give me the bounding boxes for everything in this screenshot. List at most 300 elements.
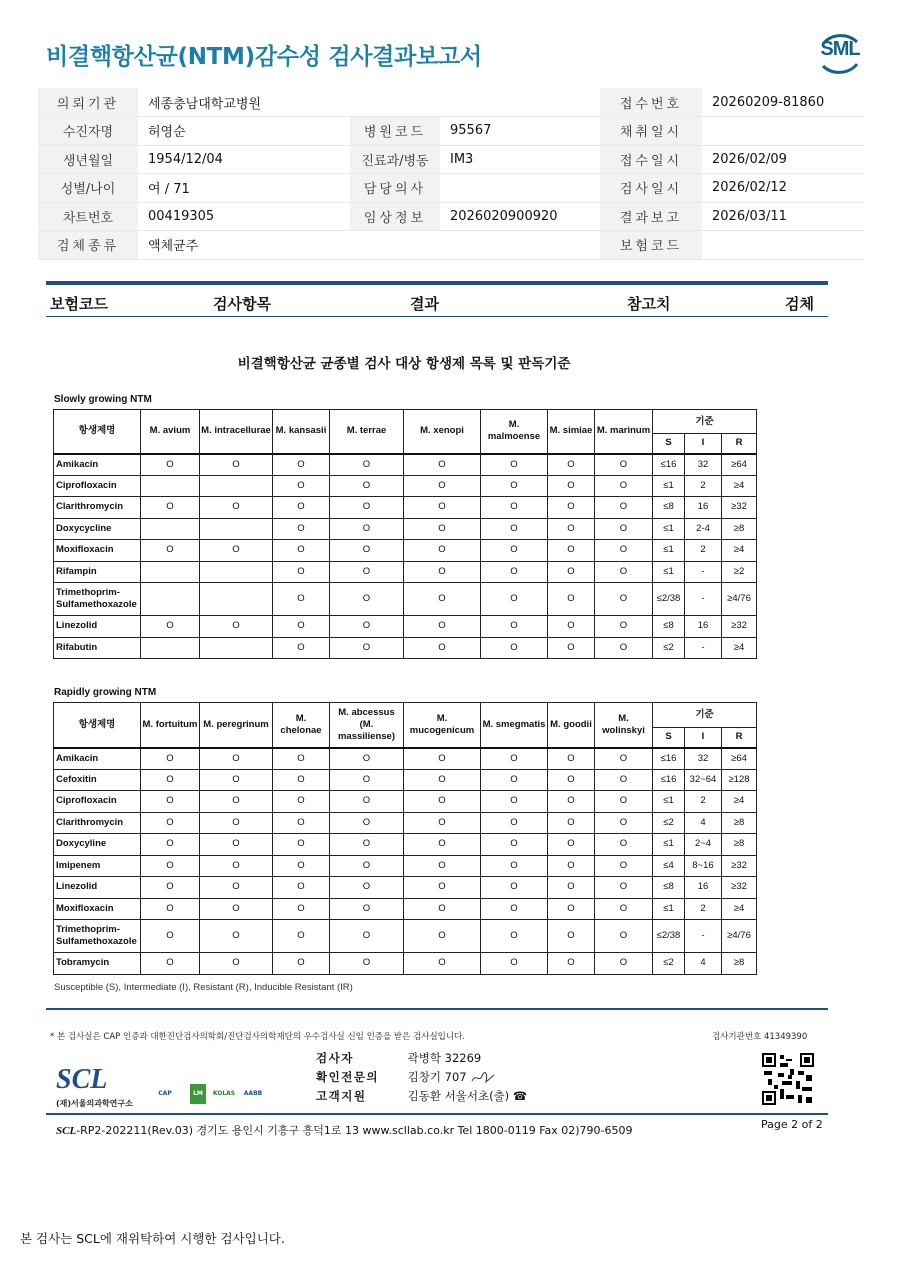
staff-role: 고객지원 xyxy=(316,1089,367,1103)
info-row xyxy=(38,174,864,203)
criteria-r: ≥8 xyxy=(722,812,757,834)
drug-name: Linezolid xyxy=(54,616,141,638)
applicable-mark: O xyxy=(404,583,481,616)
label-patient-name: 수진자명 xyxy=(38,117,138,146)
criteria-r: ≥2 xyxy=(722,561,757,583)
applicable-mark: O xyxy=(273,748,330,770)
applicable-mark: O xyxy=(141,877,200,899)
applicable-mark: O xyxy=(548,791,595,813)
label-insurance-code: 보험코드 xyxy=(600,231,702,260)
applicable-mark: O xyxy=(548,834,595,856)
drug-header: 항생제명 xyxy=(54,410,141,454)
organism-header: M. avium xyxy=(141,410,200,454)
header-test-item: 검사항목 xyxy=(213,295,271,313)
label-clinical-info: 임상정보 xyxy=(350,202,440,231)
drug-name: Amikacin xyxy=(54,454,141,476)
slow-ntm-table xyxy=(53,409,757,659)
applicable-mark: O xyxy=(481,561,548,583)
applicable-mark: O xyxy=(481,518,548,540)
criteria-r: ≥4 xyxy=(722,540,757,562)
applicable-mark: O xyxy=(200,791,273,813)
applicable-mark: O xyxy=(200,834,273,856)
applicable-mark: O xyxy=(330,855,404,877)
header-reference: 참고치 xyxy=(627,295,671,313)
result-header-bar xyxy=(46,281,828,285)
page-number: Page 2 of 2 xyxy=(761,1118,823,1131)
signature-icon xyxy=(470,1071,496,1085)
applicable-mark: O xyxy=(481,583,548,616)
drug-name: Cefoxitin xyxy=(54,769,141,791)
organism-header: M. malmoense xyxy=(481,410,548,454)
applicable-mark: O xyxy=(481,616,548,638)
certification-note: * 본 검사실은 CAP 인증과 대한진단검사의학회/진단검사의학재단의 우수검사실 신임 인증을 받은 검사실입니다. xyxy=(50,1032,465,1042)
applicable-mark: O xyxy=(404,475,481,497)
applicable-mark: O xyxy=(595,540,653,562)
applicable-mark: O xyxy=(404,769,481,791)
applicable-mark: O xyxy=(548,497,595,519)
criteria-r: ≥128 xyxy=(722,769,757,791)
applicable-mark: O xyxy=(273,834,330,856)
criteria-s: ≤2 xyxy=(653,953,685,975)
table-row xyxy=(54,769,757,791)
applicable-mark xyxy=(200,518,273,540)
organism-header: M. mucogenicum xyxy=(404,703,481,748)
applicable-mark: O xyxy=(404,812,481,834)
criteria-r: ≥32 xyxy=(722,877,757,899)
applicable-mark: O xyxy=(595,637,653,659)
criteria-r: ≥32 xyxy=(722,497,757,519)
applicable-mark: O xyxy=(330,748,404,770)
criteria-s: ≤16 xyxy=(653,748,685,770)
applicable-mark: O xyxy=(595,898,653,920)
criteria-s: ≤8 xyxy=(653,616,685,638)
table-row xyxy=(54,540,757,562)
applicable-mark: O xyxy=(273,812,330,834)
sml-logo-text: SML xyxy=(820,38,860,60)
lm-badge-icon: LM xyxy=(190,1084,206,1104)
info-row xyxy=(38,202,864,231)
staff-value: 김창기 707 xyxy=(407,1070,467,1084)
applicable-mark: O xyxy=(548,953,595,975)
criteria-i: 16 xyxy=(685,616,722,638)
value-test-date: 2026/02/12 xyxy=(702,174,864,203)
applicable-mark: O xyxy=(595,791,653,813)
applicable-mark: O xyxy=(595,920,653,953)
outsourcing-note: 본 검사는 SCL에 재위탁하여 시행한 검사입니다. xyxy=(20,1231,285,1246)
organism-header: M. goodii xyxy=(548,703,595,748)
applicable-mark: O xyxy=(595,583,653,616)
applicable-mark: O xyxy=(595,561,653,583)
drug-name: Rifabutin xyxy=(54,637,141,659)
applicable-mark: O xyxy=(273,920,330,953)
header-row xyxy=(54,703,757,728)
applicable-mark: O xyxy=(481,812,548,834)
criteria-i: 16 xyxy=(685,497,722,519)
organism-header: M. peregrinum xyxy=(200,703,273,748)
applicable-mark: O xyxy=(141,454,200,476)
applicable-mark: O xyxy=(273,616,330,638)
applicable-mark: O xyxy=(481,791,548,813)
criteria-r: ≥4 xyxy=(722,637,757,659)
table-row xyxy=(54,616,757,638)
applicable-mark: O xyxy=(481,475,548,497)
value-dob: 1954/12/04 xyxy=(138,145,350,174)
drug-name: Clarithromycin xyxy=(54,497,141,519)
table-row xyxy=(54,518,757,540)
table-row xyxy=(54,791,757,813)
drug-name: Doxycycline xyxy=(54,518,141,540)
criteria-i: - xyxy=(685,920,722,953)
scl-institute-name: (재)서울의과학연구소 xyxy=(56,1099,133,1108)
applicable-mark: O xyxy=(273,791,330,813)
applicable-mark: O xyxy=(330,540,404,562)
value-patient-name: 허영순 xyxy=(138,117,350,146)
aabb-badge-icon: AABB xyxy=(243,1090,263,1097)
applicable-mark: O xyxy=(404,834,481,856)
applicable-mark: O xyxy=(404,953,481,975)
applicable-mark: O xyxy=(481,769,548,791)
criteria-s: ≤1 xyxy=(653,834,685,856)
applicable-mark: O xyxy=(481,953,548,975)
criteria-i: 2 xyxy=(685,475,722,497)
applicable-mark: O xyxy=(141,497,200,519)
organism-header: M. terrae xyxy=(330,410,404,454)
staff-block xyxy=(316,1050,527,1107)
applicable-mark: O xyxy=(141,920,200,953)
criteria-r: ≥4/76 xyxy=(722,920,757,953)
applicable-mark: O xyxy=(404,616,481,638)
criteria-s: ≤1 xyxy=(653,540,685,562)
criteria-i: - xyxy=(685,583,722,616)
applicable-mark: O xyxy=(200,769,273,791)
applicable-mark: O xyxy=(404,855,481,877)
applicable-mark: O xyxy=(548,518,595,540)
value-doctor xyxy=(440,174,600,203)
staff-row xyxy=(316,1050,527,1069)
applicable-mark: O xyxy=(141,791,200,813)
applicable-mark: O xyxy=(548,898,595,920)
applicable-mark: O xyxy=(595,855,653,877)
criteria-i: 32~64 xyxy=(685,769,722,791)
drug-name: Trimethoprim-Sulfamethoxazole xyxy=(54,583,141,616)
applicable-mark: O xyxy=(141,855,200,877)
result-header-line xyxy=(46,316,828,317)
label-dob: 생년월일 xyxy=(38,145,138,174)
applicable-mark: O xyxy=(200,748,273,770)
rapid-ntm-table xyxy=(53,702,757,975)
applicable-mark: O xyxy=(330,812,404,834)
criteria-r: ≥8 xyxy=(722,953,757,975)
applicable-mark: O xyxy=(481,834,548,856)
form-address: -RP2-202211(Rev.03) 경기도 용인시 기흥구 흥덕1로 13 www.scllab.co.kr Tel 1800-0119 Fax 02)790-6509 xyxy=(76,1124,633,1137)
applicable-mark: O xyxy=(481,855,548,877)
label-doctor: 담당의사 xyxy=(350,174,440,203)
applicable-mark xyxy=(141,518,200,540)
criteria-i: 32 xyxy=(685,748,722,770)
applicable-mark: O xyxy=(273,454,330,476)
criteria-r: ≥32 xyxy=(722,616,757,638)
staff-row xyxy=(316,1088,527,1107)
registration-number: 검사기관번호 41349390 xyxy=(712,1032,808,1042)
applicable-mark: O xyxy=(548,561,595,583)
applicable-mark: O xyxy=(481,497,548,519)
applicable-mark: O xyxy=(595,518,653,540)
table-row xyxy=(54,475,757,497)
organism-header: M. xenopi xyxy=(404,410,481,454)
applicable-mark xyxy=(141,583,200,616)
criteria-s: ≤2 xyxy=(653,637,685,659)
applicable-mark: O xyxy=(548,920,595,953)
criteria-s: ≤8 xyxy=(653,497,685,519)
criteria-i: 2-4 xyxy=(685,518,722,540)
applicable-mark: O xyxy=(141,898,200,920)
applicable-mark: O xyxy=(200,855,273,877)
info-row xyxy=(38,231,864,260)
applicable-mark: O xyxy=(273,898,330,920)
info-row xyxy=(38,145,864,174)
criteria-s: ≤2 xyxy=(653,812,685,834)
applicable-mark: O xyxy=(481,540,548,562)
applicable-mark: O xyxy=(548,475,595,497)
applicable-mark: O xyxy=(200,898,273,920)
applicable-mark: O xyxy=(273,637,330,659)
table-row xyxy=(54,561,757,583)
criteria-s: ≤1 xyxy=(653,518,685,540)
sir-header: R xyxy=(722,434,757,454)
criteria-r: ≥64 xyxy=(722,454,757,476)
applicable-mark: O xyxy=(273,540,330,562)
applicable-mark: O xyxy=(481,898,548,920)
criteria-header: 기준 xyxy=(653,410,757,434)
drug-name: Linezolid xyxy=(54,877,141,899)
label-receipt-no: 접수번호 xyxy=(600,88,702,117)
drug-name: Rifampin xyxy=(54,561,141,583)
sir-header: S xyxy=(653,434,685,454)
applicable-mark: O xyxy=(200,812,273,834)
label-specimen: 검체종류 xyxy=(38,231,138,260)
staff-value: 김동환 서울서초(출) ☎ xyxy=(407,1089,528,1103)
form-code-line xyxy=(56,1122,633,1138)
table-row xyxy=(54,454,757,476)
table-row xyxy=(54,583,757,616)
organism-header: M. kansasii xyxy=(273,410,330,454)
scl-logo xyxy=(56,1064,136,1109)
applicable-mark: O xyxy=(548,616,595,638)
applicable-mark: O xyxy=(548,454,595,476)
applicable-mark: O xyxy=(200,540,273,562)
applicable-mark: O xyxy=(595,454,653,476)
patient-info-table xyxy=(38,88,864,260)
table-row xyxy=(54,855,757,877)
applicable-mark: O xyxy=(595,497,653,519)
criteria-i: - xyxy=(685,561,722,583)
criteria-s: ≤1 xyxy=(653,475,685,497)
criteria-i: 2~4 xyxy=(685,834,722,856)
rapid-section-title: Rapidly growing NTM xyxy=(54,687,157,698)
staff-role: 검사자 xyxy=(316,1051,354,1065)
applicable-mark: O xyxy=(330,583,404,616)
applicable-mark: O xyxy=(548,877,595,899)
value-chart-no: 00419305 xyxy=(138,202,350,231)
drug-name: Amikacin xyxy=(54,748,141,770)
applicable-mark: O xyxy=(404,497,481,519)
table-row xyxy=(54,953,757,975)
applicable-mark: O xyxy=(330,454,404,476)
header-insurance-code: 보험코드 xyxy=(50,295,108,313)
staff-value: 곽병학 32269 xyxy=(407,1051,482,1065)
criteria-i: 16 xyxy=(685,877,722,899)
criteria-r: ≥32 xyxy=(722,855,757,877)
applicable-mark xyxy=(141,561,200,583)
criteria-subtitle: 비결핵항산균 균종별 검사 대상 항생제 목록 및 판독기준 xyxy=(237,356,571,372)
applicable-mark: O xyxy=(273,877,330,899)
label-chart-no: 차트번호 xyxy=(38,202,138,231)
organism-header: M. simiae xyxy=(548,410,595,454)
drug-name: Imipenem xyxy=(54,855,141,877)
applicable-mark: O xyxy=(548,748,595,770)
label-dept: 진료과/병동 xyxy=(350,145,440,174)
applicable-mark: O xyxy=(141,769,200,791)
sir-legend: Susceptible (S), Intermediate (I), Resistant (R), Inducible Resistant (IR) xyxy=(54,982,353,993)
applicable-mark: O xyxy=(481,637,548,659)
table-row xyxy=(54,834,757,856)
applicable-mark: O xyxy=(595,769,653,791)
value-sex-age: 여 / 71 xyxy=(138,174,350,203)
criteria-i: 4 xyxy=(685,953,722,975)
applicable-mark: O xyxy=(330,877,404,899)
criteria-r: ≥4/76 xyxy=(722,583,757,616)
table-row xyxy=(54,812,757,834)
value-receipt-date: 2026/02/09 xyxy=(702,145,864,174)
applicable-mark xyxy=(141,637,200,659)
applicable-mark: O xyxy=(141,748,200,770)
value-specimen: 액체균주 xyxy=(138,231,600,260)
applicable-mark: O xyxy=(141,834,200,856)
sir-header: I xyxy=(685,434,722,454)
header-specimen: 검체 xyxy=(785,295,814,313)
drug-name: Doxycyline xyxy=(54,834,141,856)
criteria-r: ≥8 xyxy=(722,518,757,540)
header-row xyxy=(54,410,757,434)
criteria-header: 기준 xyxy=(653,703,757,728)
applicable-mark: O xyxy=(404,791,481,813)
applicable-mark xyxy=(200,583,273,616)
applicable-mark: O xyxy=(273,855,330,877)
applicable-mark: O xyxy=(330,561,404,583)
value-collect-date xyxy=(702,117,864,146)
criteria-i: 2 xyxy=(685,791,722,813)
applicable-mark: O xyxy=(548,769,595,791)
applicable-mark: O xyxy=(404,877,481,899)
value-clinical-info: 2026020900920 xyxy=(440,202,600,231)
criteria-r: ≥4 xyxy=(722,791,757,813)
applicable-mark: O xyxy=(595,834,653,856)
applicable-mark: O xyxy=(404,898,481,920)
sml-logo xyxy=(815,30,865,76)
applicable-mark: O xyxy=(273,583,330,616)
value-hospital-code: 95567 xyxy=(440,117,600,146)
drug-name: Moxifloxacin xyxy=(54,540,141,562)
applicable-mark xyxy=(141,475,200,497)
applicable-mark: O xyxy=(141,540,200,562)
applicable-mark: O xyxy=(273,561,330,583)
applicable-mark xyxy=(200,475,273,497)
applicable-mark: O xyxy=(595,748,653,770)
criteria-s: ≤16 xyxy=(653,769,685,791)
criteria-s: ≤16 xyxy=(653,454,685,476)
slow-section-title: Slowly growing NTM xyxy=(54,394,152,405)
organism-header: M. intracellurae xyxy=(200,410,273,454)
organism-header: M. wolinskyi xyxy=(595,703,653,748)
criteria-i: 2 xyxy=(685,540,722,562)
applicable-mark: O xyxy=(141,812,200,834)
applicable-mark: O xyxy=(200,953,273,975)
organism-header: M. fortuitum xyxy=(141,703,200,748)
sir-header: R xyxy=(722,728,757,748)
organism-header: M. smegmatis xyxy=(481,703,548,748)
applicable-mark: O xyxy=(330,898,404,920)
applicable-mark: O xyxy=(404,748,481,770)
applicable-mark: O xyxy=(595,475,653,497)
applicable-mark: O xyxy=(273,953,330,975)
applicable-mark: O xyxy=(273,475,330,497)
drug-name: Ciprofloxacin xyxy=(54,791,141,813)
applicable-mark: O xyxy=(330,616,404,638)
criteria-s: ≤1 xyxy=(653,898,685,920)
applicable-mark xyxy=(200,637,273,659)
label-test-date: 검사일시 xyxy=(600,174,702,203)
footer-rule-top xyxy=(46,1008,828,1010)
staff-role: 확인전문의 xyxy=(316,1070,380,1084)
label-report-date: 결과보고 xyxy=(600,202,702,231)
criteria-r: ≥8 xyxy=(722,834,757,856)
table-row xyxy=(54,748,757,770)
table-row xyxy=(54,877,757,899)
applicable-mark: O xyxy=(200,616,273,638)
applicable-mark: O xyxy=(548,583,595,616)
applicable-mark: O xyxy=(481,748,548,770)
footer-rule-bottom xyxy=(46,1113,828,1115)
applicable-mark: O xyxy=(548,855,595,877)
criteria-i: - xyxy=(685,637,722,659)
organism-header: M. marinum xyxy=(595,410,653,454)
applicable-mark: O xyxy=(595,877,653,899)
drug-name: Moxifloxacin xyxy=(54,898,141,920)
label-institution: 의뢰기관 xyxy=(38,88,138,117)
applicable-mark: O xyxy=(404,518,481,540)
applicable-mark: O xyxy=(330,637,404,659)
accreditation-badges xyxy=(146,1084,266,1106)
criteria-i: 32 xyxy=(685,454,722,476)
applicable-mark: O xyxy=(141,616,200,638)
applicable-mark: O xyxy=(548,540,595,562)
applicable-mark: O xyxy=(404,454,481,476)
sir-header: I xyxy=(685,728,722,748)
label-receipt-date: 접수일시 xyxy=(600,145,702,174)
table-row xyxy=(54,637,757,659)
table-row xyxy=(54,898,757,920)
applicable-mark: O xyxy=(200,454,273,476)
drug-name: Ciprofloxacin xyxy=(54,475,141,497)
applicable-mark: O xyxy=(330,834,404,856)
criteria-i: 4 xyxy=(685,812,722,834)
applicable-mark: O xyxy=(481,920,548,953)
organism-header: M. chelonae xyxy=(273,703,330,748)
criteria-s: ≤2/38 xyxy=(653,920,685,953)
applicable-mark: O xyxy=(330,920,404,953)
value-receipt-no: 20260209-81860 xyxy=(702,88,864,117)
criteria-r: ≥4 xyxy=(722,475,757,497)
